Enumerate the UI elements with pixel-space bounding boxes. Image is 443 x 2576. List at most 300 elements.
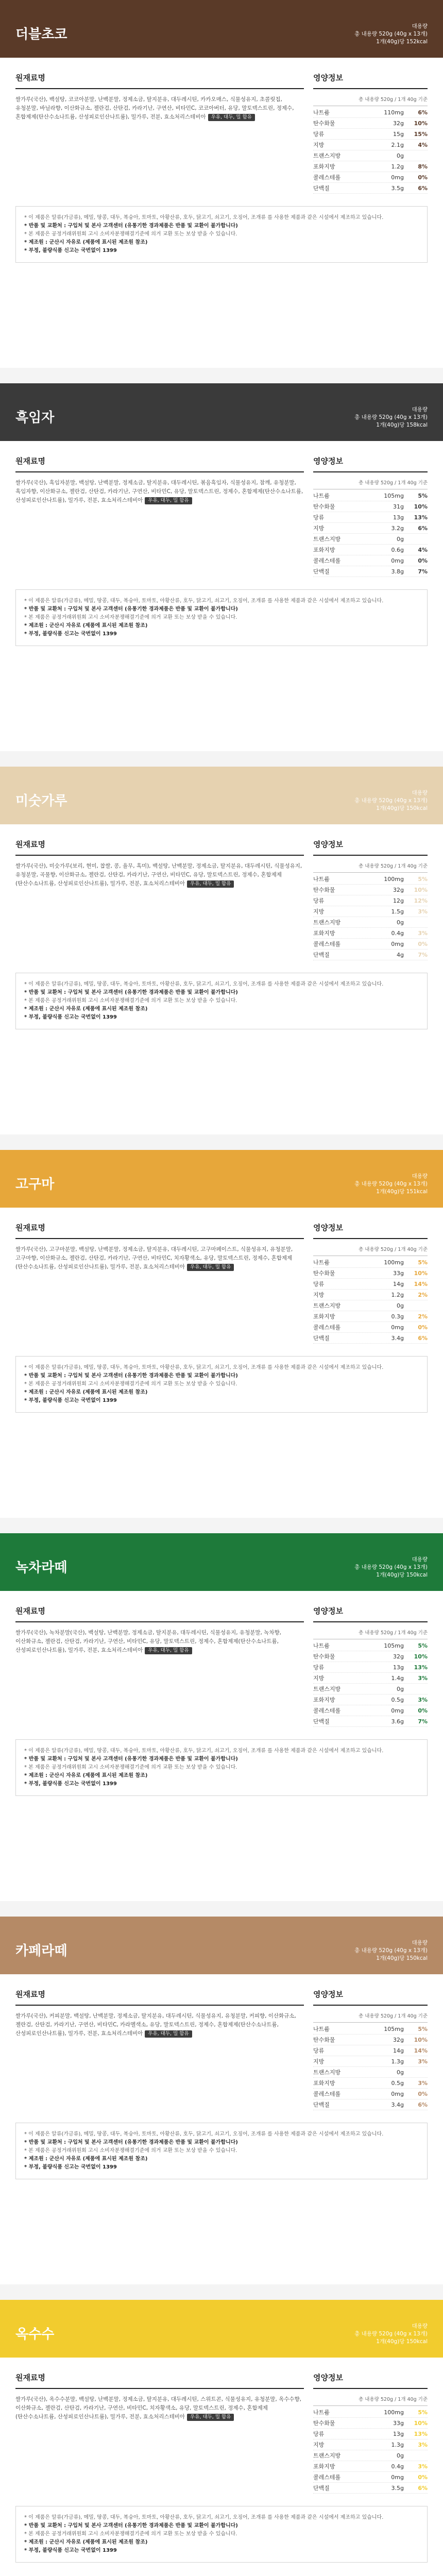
- nutrient-name: 당류: [313, 131, 325, 138]
- nutrient-value: 0mg: [391, 557, 404, 564]
- nutrient-percent: 0%: [418, 557, 428, 564]
- nutrient-percent: 4%: [418, 141, 428, 148]
- unit-line: 대용량: [412, 406, 428, 413]
- nutrient-value: 0.5g: [391, 2079, 404, 2087]
- ingredients-panel: [15, 1989, 304, 2110]
- nutrient-name: 콜레스테롤: [313, 2091, 341, 2097]
- nutrient-value: 100mg: [384, 1259, 404, 1266]
- nutrient-value: 3.8g: [391, 568, 404, 575]
- nutrient-percent: 2%: [418, 1313, 428, 1320]
- nutrient-percent: 7%: [418, 951, 428, 958]
- note-line: * 제조원 : 군산시 자유로 (제품에 표시된 제조원 참조): [24, 2539, 148, 2545]
- note-line: * 이 제품은 알류(가금류), 메밀, 땅콩, 대두, 복숭아, 토마토, 아황산류, 호두, 닭고기, 쇠고기, 오징어, 조개류 를 사용한 제품과 같은 시설에서 제조하고 있습니다.: [24, 215, 384, 221]
- nutrient-name: 포화지방: [313, 2080, 335, 2087]
- note-line: * 반품 및 교환처 : 구입처 및 본사 고객센터 (유통기한 경과제품은 반품 및 교환이 불가합니다): [24, 1373, 238, 1379]
- unit-line: 총 내용량 520g (40g x 13개): [354, 1564, 428, 1570]
- nutrition-row: [313, 183, 428, 194]
- nutrition-title: 영양정보: [313, 1222, 428, 1239]
- nutrient-value: 13g: [393, 514, 404, 521]
- ingredients-text: 쌀가루(국산), 커피분말, 백설탕, 난백분말, 정제소금, 탈지분유, 대두레시틴, 식물성유지, 유청분말, 커피향, 이산화규소, 젤란검, 산탄검, 카라기난, 구연산, 비타민C, 카라멜색소, 유당, 말토덱스트린, 정제수, 혼합제제(탄산수소나트륨, 산성피로인산나트륨), 밀가루, 전분, 효소처리스테비아: [15, 2013, 296, 2037]
- note-line: * 부정, 불량식품 신고는 국번없이 1399: [24, 1398, 117, 1403]
- nutrition-serving: 총 내용량 520g / 1개 40g 기준: [313, 2395, 428, 2406]
- nutrient-name: 포화지방: [313, 547, 335, 553]
- note-line: * 반품 및 교환처 : 구입처 및 본사 고객센터 (유통기한 경과제품은 반품 및 교환이 불가합니다): [24, 990, 238, 995]
- nutrition-row: [313, 512, 428, 523]
- nutrient-name: 탄수화물: [313, 2420, 335, 2427]
- nutrition-serving: 총 내용량 520g / 1개 40g 기준: [313, 479, 428, 489]
- nutrition-title: 영양정보: [313, 1605, 428, 1622]
- nutrient-value: 105mg: [384, 2025, 404, 2032]
- product-body: [0, 441, 443, 577]
- nutrition-row: [313, 1705, 428, 1716]
- allergy-badge: 우유, 대두, 밀 함유: [187, 2414, 234, 2421]
- nutrient-percent: 7%: [418, 1718, 428, 1725]
- nutrient-percent: 4%: [418, 546, 428, 553]
- product-body: [0, 824, 443, 960]
- nutrition-row: [313, 107, 428, 118]
- product-section: [0, 767, 443, 1150]
- nutrition-serving: 총 내용량 520g / 1개 40g 기준: [313, 862, 428, 873]
- nutrient-value: 12g: [393, 897, 404, 904]
- note-line: * 이 제품은 알류(가금류), 메밀, 땅콩, 대두, 복숭아, 토마토, 아황산류, 호두, 닭고기, 쇠고기, 오징어, 조개류 를 사용한 제품과 같은 시설에서 제조하고 있습니다.: [24, 1748, 384, 1754]
- nutrient-name: 콜레스테롤: [313, 174, 341, 181]
- ingredients-title: 원재료명: [15, 72, 304, 89]
- nutrient-value: 15g: [393, 130, 404, 138]
- nutrient-name: 지방: [313, 1292, 325, 1298]
- product-header: [0, 383, 443, 441]
- product-section: [0, 1917, 443, 2300]
- note-line: * 이 제품은 알류(가금류), 메밀, 땅콩, 대두, 복숭아, 토마토, 아황산류, 호두, 닭고기, 쇠고기, 오징어, 조개류 를 사용한 제품과 같은 시설에서 제조하고 있습니다.: [24, 981, 384, 987]
- allergy-badge: 우유, 대두, 밀 함유: [145, 497, 192, 504]
- allergy-badge: 우유, 대두, 밀 함유: [208, 114, 255, 121]
- ingredients-text-block: [15, 1629, 304, 1655]
- nutrient-value: 0g: [397, 2452, 404, 2459]
- nutrition-row: [313, 2483, 428, 2494]
- nutrition-row: [313, 2439, 428, 2450]
- nutrition-row: [313, 895, 428, 906]
- nutrient-percent: 5%: [418, 1259, 428, 1266]
- note-line: * 본 제품은 공정거래위원회 고시 소비자분쟁해결기준에 의거 교환 또는 보상 받을 수 있습니다.: [24, 615, 237, 620]
- unit-line: 대용량: [412, 2323, 428, 2329]
- nutrition-row: [313, 1311, 428, 1322]
- nutrient-value: 100mg: [384, 2409, 404, 2416]
- nutrient-value: 0g: [397, 1302, 404, 1309]
- note-line: * 본 제품은 공정거래위원회 고시 소비자분쟁해결기준에 의거 교환 또는 보상 받을 수 있습니다.: [24, 231, 237, 237]
- nutrient-percent: 3%: [418, 2058, 428, 2065]
- nutrient-percent: 0%: [418, 940, 428, 947]
- nutrition-row: [313, 2024, 428, 2035]
- nutrient-value: 3.5g: [391, 2484, 404, 2492]
- nutrition-row: [313, 950, 428, 960]
- nutrient-value: 2.1g: [391, 141, 404, 148]
- nutrient-percent: 10%: [414, 886, 428, 893]
- ingredients-title: 원재료명: [15, 455, 304, 472]
- unit-line: 1개(40g)당 150kcal: [376, 1572, 428, 1578]
- ingredients-panel: [15, 839, 304, 960]
- ingredients-text-block: [15, 1245, 304, 1272]
- product-header: [0, 767, 443, 824]
- product-body: [0, 58, 443, 194]
- nutrition-row: [313, 1290, 428, 1300]
- nutrient-name: 단백질: [313, 2102, 330, 2108]
- nutrient-name: 당류: [313, 2431, 325, 2437]
- unit-line: 대용량: [412, 1940, 428, 1946]
- nutrition-panel: [313, 2372, 428, 2494]
- unit-line: 1개(40g)당 158kcal: [376, 422, 428, 428]
- nutrition-row: [313, 140, 428, 150]
- note-line: * 제조원 : 군산시 자유로 (제품에 표시된 제조원 참조): [24, 2156, 148, 2162]
- unit-line: 1개(40g)당 150kcal: [376, 805, 428, 811]
- unit-line: 1개(40g)당 152kcal: [376, 39, 428, 45]
- ingredients-text-block: [15, 2012, 304, 2038]
- notes-box: [15, 973, 428, 1029]
- product-body: [0, 1974, 443, 2110]
- note-line: * 제조원 : 군산시 자유로 (제품에 표시된 제조원 참조): [24, 240, 148, 245]
- product-name: 카페라떼: [15, 1943, 67, 1959]
- nutrient-value: 3.4g: [391, 2101, 404, 2108]
- section-divider: [0, 368, 443, 383]
- nutrition-row: [313, 129, 428, 140]
- allergy-badge: 우유, 대두, 밀 함유: [187, 1264, 234, 1271]
- note-line: * 제조원 : 군산시 자유로 (제품에 표시된 제조원 참조): [24, 1006, 148, 1012]
- nutrition-row: [313, 2450, 428, 2461]
- product-name: 미숫가루: [15, 793, 67, 809]
- note-line: * 반품 및 교환처 : 구입처 및 본사 고객센터 (유통기한 경과제품은 반품 및 교환이 불가합니다): [24, 223, 238, 229]
- nutrient-value: 0g: [397, 535, 404, 543]
- nutrition-row: [313, 150, 428, 161]
- nutrient-value: 0.4g: [391, 929, 404, 937]
- nutrient-name: 지방: [313, 2058, 325, 2065]
- nutrition-row: [313, 118, 428, 129]
- product-section: [0, 1150, 443, 1533]
- nutrition-serving: 총 내용량 520g / 1개 40g 기준: [313, 1245, 428, 1256]
- ingredients-title: 원재료명: [15, 2372, 304, 2389]
- nutrient-percent: 10%: [414, 503, 428, 510]
- nutrient-percent: 8%: [418, 163, 428, 170]
- nutrient-name: 나트륨: [313, 2409, 330, 2416]
- notes-box: [15, 1739, 428, 1796]
- nutrient-name: 지방: [313, 142, 325, 148]
- ingredients-text: 쌀가루(국산), 미숫가루(보리, 현미, 찹쌀, 콩, 율무, 흑미), 백설탕, 난백분말, 정제소금, 탈지분유, 대두레시틴, 식물성유지, 유청분말, 곡물향, 이산화규소, 젤란검, 산탄검, 카라기난, 구연산, 비타민C, 유당, 말토덱스트린, 정제수, 혼합제제(탄산수소나트륨, 산성피로인산나트륨), 밀가루, 전분, 효소처리스테비아: [15, 863, 302, 887]
- nutrition-row: [313, 1684, 428, 1694]
- product-name: 흑임자: [15, 410, 55, 426]
- section-divider: [0, 1134, 443, 1150]
- nutrient-name: 포화지방: [313, 163, 335, 170]
- note-line: * 부정, 불량식품 신고는 국번없이 1399: [24, 631, 117, 637]
- nutrition-row: [313, 2472, 428, 2483]
- unit-line: 대용량: [412, 23, 428, 29]
- product-name: 녹차라떼: [15, 1560, 67, 1575]
- nutrient-percent: 7%: [418, 568, 428, 575]
- nutrition-row: [313, 928, 428, 939]
- nutrient-name: 콜레스테롤: [313, 1707, 341, 1714]
- ingredients-text-block: [15, 95, 304, 122]
- notes-box: [15, 2506, 428, 2563]
- nutrient-value: 4g: [397, 951, 404, 958]
- nutrient-name: 단백질: [313, 1718, 330, 1725]
- nutrition-title: 영양정보: [313, 1989, 428, 2006]
- nutrient-name: 트랜스지방: [313, 1302, 341, 1309]
- nutrient-value: 0mg: [391, 1707, 404, 1714]
- nutrition-row: [313, 490, 428, 501]
- nutrition-row: [313, 2461, 428, 2472]
- nutrition-row: [313, 2056, 428, 2067]
- note-line: * 이 제품은 알류(가금류), 메밀, 땅콩, 대두, 복숭아, 토마토, 아황산류, 호두, 닭고기, 쇠고기, 오징어, 조개류 를 사용한 제품과 같은 시설에서 제조하고 있습니다.: [24, 598, 384, 604]
- unit-info: [354, 2323, 428, 2346]
- ingredients-panel: [15, 1222, 304, 1344]
- nutrient-percent: 6%: [418, 109, 428, 116]
- product-body: [0, 1208, 443, 1344]
- nutrient-value: 0g: [397, 919, 404, 926]
- nutrition-row: [313, 2089, 428, 2099]
- nutrient-value: 14g: [393, 2047, 404, 2054]
- nutrient-name: 나트륨: [313, 1259, 330, 1266]
- nutrient-percent: 3%: [418, 1674, 428, 1682]
- nutrition-row: [313, 2429, 428, 2439]
- note-line: * 본 제품은 공정거래위원회 고시 소비자분쟁해결기준에 의거 교환 또는 보상 받을 수 있습니다.: [24, 1765, 237, 1770]
- nutrition-row: [313, 523, 428, 534]
- nutrition-row: [313, 1694, 428, 1705]
- nutrient-name: 지방: [313, 908, 325, 915]
- nutrition-row: [313, 917, 428, 928]
- section-divider: [0, 1901, 443, 1917]
- nutrient-percent: 5%: [418, 2025, 428, 2032]
- note-line: * 부정, 불량식품 신고는 국번없이 1399: [24, 1014, 117, 1020]
- nutrient-name: 당류: [313, 514, 325, 521]
- nutrient-name: 당류: [313, 897, 325, 904]
- nutrient-value: 13g: [393, 2430, 404, 2437]
- product-header: [0, 0, 443, 58]
- unit-line: 총 내용량 520g (40g x 13개): [354, 414, 428, 420]
- nutrient-value: 32g: [393, 886, 404, 893]
- nutrition-row: [313, 2099, 428, 2110]
- note-line: * 부정, 불량식품 신고는 국번없이 1399: [24, 1781, 117, 1787]
- nutrient-value: 1.2g: [391, 163, 404, 170]
- nutrient-value: 31g: [393, 503, 404, 510]
- nutrition-row: [313, 1651, 428, 1662]
- nutrient-value: 0mg: [391, 2090, 404, 2097]
- nutrient-value: 0mg: [391, 1324, 404, 1331]
- note-line: * 이 제품은 알류(가금류), 메밀, 땅콩, 대두, 복숭아, 토마토, 아황산류, 호두, 닭고기, 쇠고기, 오징어, 조개류 를 사용한 제품과 같은 시설에서 제조하고 있습니다.: [24, 2131, 384, 2137]
- section-divider: [0, 751, 443, 767]
- nutrition-serving: 총 내용량 520g / 1개 40g 기준: [313, 2012, 428, 2023]
- nutrition-title: 영양정보: [313, 2372, 428, 2389]
- note-line: * 부정, 불량식품 신고는 국번없이 1399: [24, 248, 117, 253]
- nutrient-name: 탄수화물: [313, 120, 335, 127]
- notes-box: [15, 1356, 428, 1413]
- nutrient-percent: 6%: [418, 2484, 428, 2492]
- nutrient-percent: 15%: [414, 130, 428, 138]
- nutrient-value: 1.3g: [391, 2058, 404, 2065]
- nutrition-panel: [313, 1222, 428, 1344]
- nutrient-value: 3.4g: [391, 1334, 404, 1342]
- allergy-badge: 우유, 대두, 밀 함유: [145, 1647, 192, 1654]
- note-line: * 반품 및 교환처 : 구입처 및 본사 고객센터 (유통기한 경과제품은 반품 및 교환이 불가합니다): [24, 2140, 238, 2145]
- nutrition-row: [313, 2045, 428, 2056]
- note-line: * 반품 및 교환처 : 구입처 및 본사 고객센터 (유통기한 경과제품은 반품 및 교환이 불가합니다): [24, 2523, 238, 2529]
- product-header: [0, 1917, 443, 1974]
- notes-box: [15, 2123, 428, 2179]
- nutrient-percent: 0%: [418, 2090, 428, 2097]
- nutrient-name: 트랜스지방: [313, 2452, 341, 2459]
- nutrition-serving: 총 내용량 520g / 1개 40g 기준: [313, 1629, 428, 1639]
- nutrition-row: [313, 906, 428, 917]
- product-section: [0, 383, 443, 767]
- nutrient-percent: 3%: [418, 2441, 428, 2448]
- nutrient-name: 지방: [313, 2442, 325, 2448]
- nutrition-serving: 총 내용량 520g / 1개 40g 기준: [313, 95, 428, 106]
- nutrient-percent: 10%: [414, 2419, 428, 2427]
- section-divider: [0, 2284, 443, 2300]
- nutrient-percent: 12%: [414, 897, 428, 904]
- nutrition-row: [313, 1716, 428, 1727]
- nutrient-name: 지방: [313, 1675, 325, 1682]
- nutrient-name: 포화지방: [313, 930, 335, 937]
- nutrient-percent: 6%: [418, 1334, 428, 1342]
- nutrition-row: [313, 555, 428, 566]
- nutrient-value: 3.2g: [391, 524, 404, 532]
- nutrient-value: 110mg: [384, 109, 404, 116]
- nutrient-value: 0g: [397, 152, 404, 159]
- nutrient-name: 트랜스지방: [313, 2069, 341, 2076]
- nutrient-name: 단백질: [313, 568, 330, 575]
- note-line: * 제조원 : 군산시 자유로 (제품에 표시된 제조원 참조): [24, 623, 148, 629]
- nutrient-value: 1.2g: [391, 1291, 404, 1298]
- unit-line: 총 내용량 520g (40g x 13개): [354, 31, 428, 37]
- product-name: 더블초코: [15, 27, 67, 42]
- nutrient-name: 탄수화물: [313, 1270, 335, 1277]
- nutrient-name: 나트륨: [313, 1642, 330, 1649]
- allergy-badge: 우유, 대두, 밀 함유: [187, 880, 234, 888]
- nutrient-value: 33g: [393, 1269, 404, 1277]
- nutrient-value: 14g: [393, 1280, 404, 1287]
- unit-line: 대용량: [412, 790, 428, 796]
- nutrient-name: 단백질: [313, 1335, 330, 1342]
- nutrient-percent: 13%: [414, 514, 428, 521]
- product-header: [0, 1533, 443, 1591]
- unit-line: 대용량: [412, 1556, 428, 1563]
- nutrition-title: 영양정보: [313, 839, 428, 856]
- nutrient-name: 포화지방: [313, 2463, 335, 2470]
- note-line: * 본 제품은 공정거래위원회 고시 소비자분쟁해결기준에 의거 교환 또는 보상 받을 수 있습니다.: [24, 1381, 237, 1387]
- note-line: * 본 제품은 공정거래위원회 고시 소비자분쟁해결기준에 의거 교환 또는 보상 받을 수 있습니다.: [24, 998, 237, 1004]
- nutrient-percent: 3%: [418, 2463, 428, 2470]
- nutrition-row: [313, 545, 428, 555]
- ingredients-text-block: [15, 862, 304, 888]
- nutrient-name: 포화지방: [313, 1313, 335, 1320]
- nutrient-value: 3.5g: [391, 184, 404, 192]
- nutrition-row: [313, 1279, 428, 1290]
- note-line: * 본 제품은 공정거래위원회 고시 소비자분쟁해결기준에 의거 교환 또는 보상 받을 수 있습니다.: [24, 2148, 237, 2154]
- nutrition-row: [313, 2035, 428, 2045]
- nutrition-row: [313, 501, 428, 512]
- nutrient-name: 단백질: [313, 2485, 330, 2492]
- nutrient-percent: 3%: [418, 1696, 428, 1703]
- nutrition-row: [313, 874, 428, 885]
- unit-line: 1개(40g)당 151kcal: [376, 1189, 428, 1195]
- nutrition-row: [313, 939, 428, 950]
- nutrient-value: 0g: [397, 1685, 404, 1692]
- nutrient-name: 탄수화물: [313, 2037, 335, 2043]
- nutrition-row: [313, 885, 428, 895]
- note-line: * 부정, 불량식품 신고는 국번없이 1399: [24, 2548, 117, 2553]
- nutrient-value: 1.4g: [391, 1674, 404, 1682]
- nutrition-panel: [313, 839, 428, 960]
- unit-line: 총 내용량 520g (40g x 13개): [354, 1181, 428, 1187]
- nutrient-percent: 10%: [414, 1269, 428, 1277]
- note-line: * 부정, 불량식품 신고는 국번없이 1399: [24, 2164, 117, 2170]
- nutrient-value: 1.3g: [391, 2441, 404, 2448]
- nutrition-row: [313, 1257, 428, 1268]
- nutrient-value: 0.3g: [391, 1313, 404, 1320]
- nutrient-percent: 10%: [414, 1653, 428, 1660]
- product-section: [0, 2300, 443, 2576]
- nutrient-name: 지방: [313, 525, 325, 532]
- note-line: * 반품 및 교환처 : 구입처 및 본사 고객센터 (유통기한 경과제품은 반품 및 교환이 불가합니다): [24, 606, 238, 612]
- nutrition-row: [313, 161, 428, 172]
- product-body: [0, 2358, 443, 2494]
- nutrient-percent: 5%: [418, 1642, 428, 1649]
- ingredients-panel: [15, 455, 304, 577]
- ingredients-title: 원재료명: [15, 1222, 304, 1239]
- unit-info: [354, 23, 428, 46]
- nutrient-value: 0.6g: [391, 546, 404, 553]
- nutrient-name: 포화지방: [313, 1697, 335, 1703]
- nutrition-title: 영양정보: [313, 72, 428, 89]
- nutrient-name: 트랜스지방: [313, 1686, 341, 1692]
- nutrient-value: 0.4g: [391, 2463, 404, 2470]
- nutrient-value: 1.5g: [391, 908, 404, 915]
- nutrient-value: 0g: [397, 2069, 404, 2076]
- nutrient-value: 32g: [393, 120, 404, 127]
- nutrient-value: 105mg: [384, 1642, 404, 1649]
- nutrient-percent: 6%: [418, 524, 428, 532]
- nutrient-value: 3.6g: [391, 1718, 404, 1725]
- unit-info: [354, 406, 428, 429]
- nutrition-row: [313, 172, 428, 183]
- unit-line: 총 내용량 520g (40g x 13개): [354, 1947, 428, 1954]
- nutrient-name: 당류: [313, 2047, 325, 2054]
- nutrient-value: 32g: [393, 1653, 404, 1660]
- unit-info: [354, 789, 428, 812]
- ingredients-text: 쌀가루(국산), 백설탕, 코코아분말, 난백분말, 정제소금, 탈지분유, 대두레시틴, 카카오매스, 식물성유지, 초콜릿칩, 유청분말, 바닐라향, 이산화규소, 젤란검, 산탄검, 카라기난, 구연산, 비타민C, 코코아버터, 유당, 말토덱스트린, 정제수, 혼합제제(탄산수소나트륨, 산성피로인산나트륨), 밀가루, 전분, 효소처리스테비아: [15, 96, 294, 120]
- unit-line: 총 내용량 520g (40g x 13개): [354, 798, 428, 804]
- nutrient-percent: 10%: [414, 120, 428, 127]
- ingredients-title: 원재료명: [15, 839, 304, 856]
- nutrition-panel: [313, 1989, 428, 2110]
- product-header: [0, 2300, 443, 2358]
- note-line: * 반품 및 교환처 : 구입처 및 본사 고객센터 (유통기한 경과제품은 반품 및 교환이 불가합니다): [24, 1756, 238, 1762]
- ingredients-panel: [15, 2372, 304, 2494]
- nutrient-percent: 14%: [414, 2047, 428, 2054]
- nutrition-row: [313, 1333, 428, 1344]
- note-line: * 이 제품은 알류(가금류), 메밀, 땅콩, 대두, 복숭아, 토마토, 아황산류, 호두, 닭고기, 쇠고기, 오징어, 조개류 를 사용한 제품과 같은 시설에서 제조하고 있습니다.: [24, 2515, 384, 2520]
- ingredients-text-block: [15, 479, 304, 505]
- unit-info: [354, 1939, 428, 1962]
- unit-line: 대용량: [412, 1173, 428, 1179]
- nutrition-row: [313, 1640, 428, 1651]
- note-line: * 이 제품은 알류(가금류), 메밀, 땅콩, 대두, 복숭아, 토마토, 아황산류, 호두, 닭고기, 쇠고기, 오징어, 조개류 를 사용한 제품과 같은 시설에서 제조하고 있습니다.: [24, 1365, 384, 1370]
- nutrient-name: 당류: [313, 1664, 325, 1671]
- product-section: [0, 1533, 443, 1917]
- nutrition-row: [313, 1300, 428, 1311]
- nutrient-percent: 5%: [418, 2409, 428, 2416]
- nutrient-value: 0mg: [391, 174, 404, 181]
- note-line: * 본 제품은 공정거래위원회 고시 소비자분쟁해결기준에 의거 교환 또는 보상 받을 수 있습니다.: [24, 2531, 237, 2537]
- product-body: [0, 1591, 443, 1727]
- nutrient-name: 콜레스테롤: [313, 2474, 341, 2481]
- nutrient-percent: 10%: [414, 2036, 428, 2043]
